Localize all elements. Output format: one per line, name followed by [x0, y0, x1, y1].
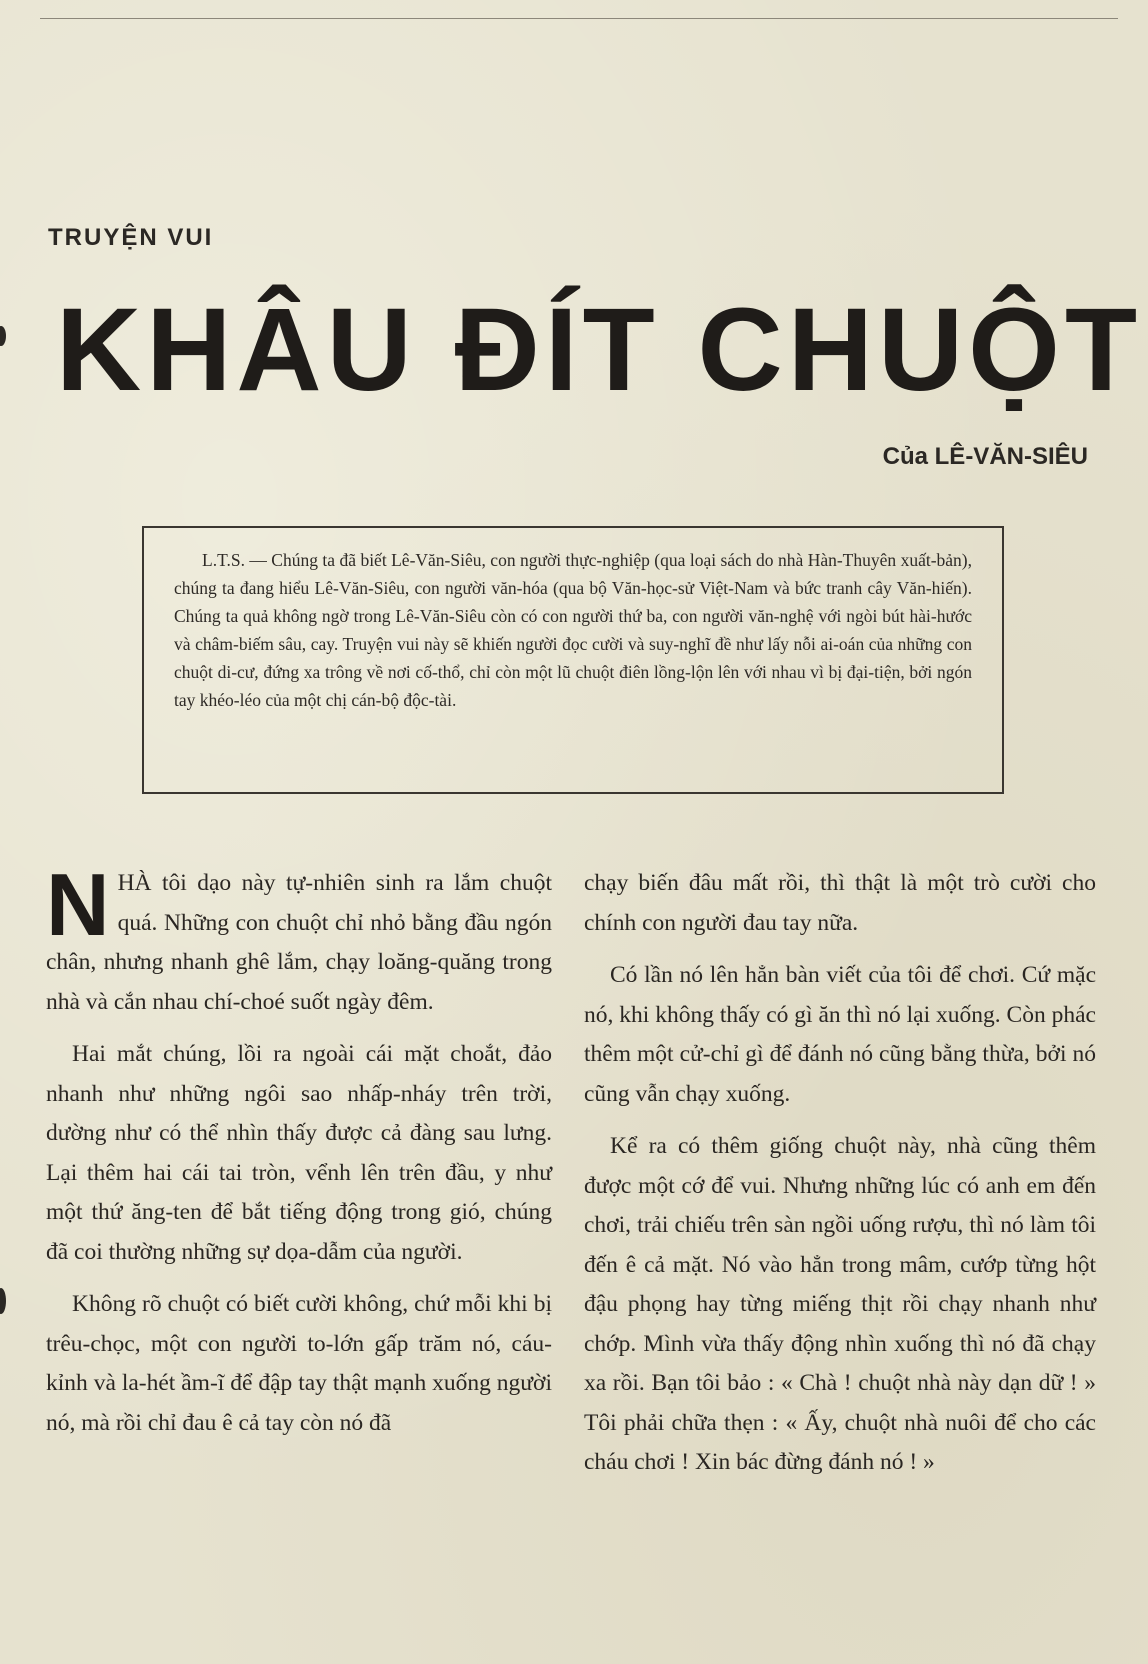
paragraph: Kể ra có thêm giống chuột này, nhà cũng thêm được một cớ để vui. Nhưng những lúc có anh em đến chơi, trải chiếu trên sàn ngồi uống rượu, thì nó làm tôi đến ê cả mặt. Nó vào hẳn trong mâm, cướp từng hột đậu phọng hay từng miếng thịt rồi chạy nhanh như chớp. Mình vừa thấy động nhìn xuống thì nó đã chạy xa rồi. Bạn tôi bảo : « Chà ! chuột nhà này dạn dữ ! » Tôi phải chữa thẹn : « Ấy, chuột nhà nuôi để cho các cháu chơi ! Xin bác đừng đánh nó ! » [584, 1133, 1096, 1475]
article-title: KHÂU ĐÍT CHUỘT [56, 284, 1143, 416]
left-column [46, 855, 552, 1456]
author-byline: Của LÊ-VĂN-SIÊU [882, 443, 1088, 470]
paragraph [46, 855, 552, 1022]
paragraph: Có lần nó lên hẳn bàn viết của tôi để chơi. Cứ mặc nó, khi không thấy có gì ăn thì nó lại xuống. Còn phác thêm một cử-chỉ gì để đánh nó cũng bằng thừa, bởi nó cũng vẫn chạy xuống. [584, 962, 1096, 1107]
paragraph: chạy biến đâu mất rồi, thì thật là một trò cười cho chính con người đau tay nữa. [584, 870, 1096, 936]
top-rule [40, 18, 1118, 19]
editor-note-box [142, 526, 1004, 794]
paragraph-text: HÀ tôi dạo này tự-nhiên sinh ra lắm chuột quá. Những con chuột chỉ nhỏ bằng đầu ngón chân, nhưng nhanh ghê lắm, chạy loăng-quăng trong nhà và cắn nhau chí-choé suốt ngày đêm. [46, 870, 552, 1015]
paragraph: Hai mắt chúng, lồi ra ngoài cái mặt choắt, đảo nhanh như những ngôi sao nhấp-nháy trên trời, dường như có thể nhìn thấy được cả đàng sau lưng. Lại thêm hai cái tai tròn, vểnh lên trên đầu, y như một thứ ăng-ten để bắt tiếng động trong gió, chúng đã coi thường những sự dọa-dẫm của người. [46, 1041, 552, 1265]
section-label: TRUYỆN VUI [48, 224, 214, 251]
binding-mark [0, 326, 6, 346]
right-column [584, 864, 1096, 1496]
binding-mark [0, 1288, 6, 1314]
paragraph: Không rõ chuột có biết cười không, chứ mỗi khi bị trêu-chọc, một con người to-lớn gấp trăm nó, cáu-kỉnh và la-hét ầm-ĩ để đập tay thật mạnh xuống người nó, mà rồi chỉ đau ê cả tay còn nó đã [46, 1291, 552, 1436]
drop-cap: N [46, 855, 110, 954]
editor-note-text: L.T.S. — Chúng ta đã biết Lê-Văn-Siêu, con người thực-nghiệp (qua loại sách do nhà Hàn-Thuyên xuất-bản), chúng ta đang hiểu Lê-Văn-Siêu, con người văn-hóa (qua bộ Văn-học-sử Việt-Nam và bức tranh cây Văn-hiến). Chúng ta quả không ngờ trong Lê-Văn-Siêu còn có con người thứ ba, con người văn-nghệ với ngòi bút hài-hước và châm-biếm sâu, cay. Truyện vui này sẽ khiến người đọc cười và suy-nghĩ đề như lấy nỗi ai-oán của những con chuột di-cư, đứng xa trông về nơi cố-thổ, chỉ còn một lũ chuột điên lồng-lộn lên với nhau vì bị đại-tiện, bởi ngón tay khéo-léo của một chị cán-bộ độc-tài. [174, 550, 972, 710]
